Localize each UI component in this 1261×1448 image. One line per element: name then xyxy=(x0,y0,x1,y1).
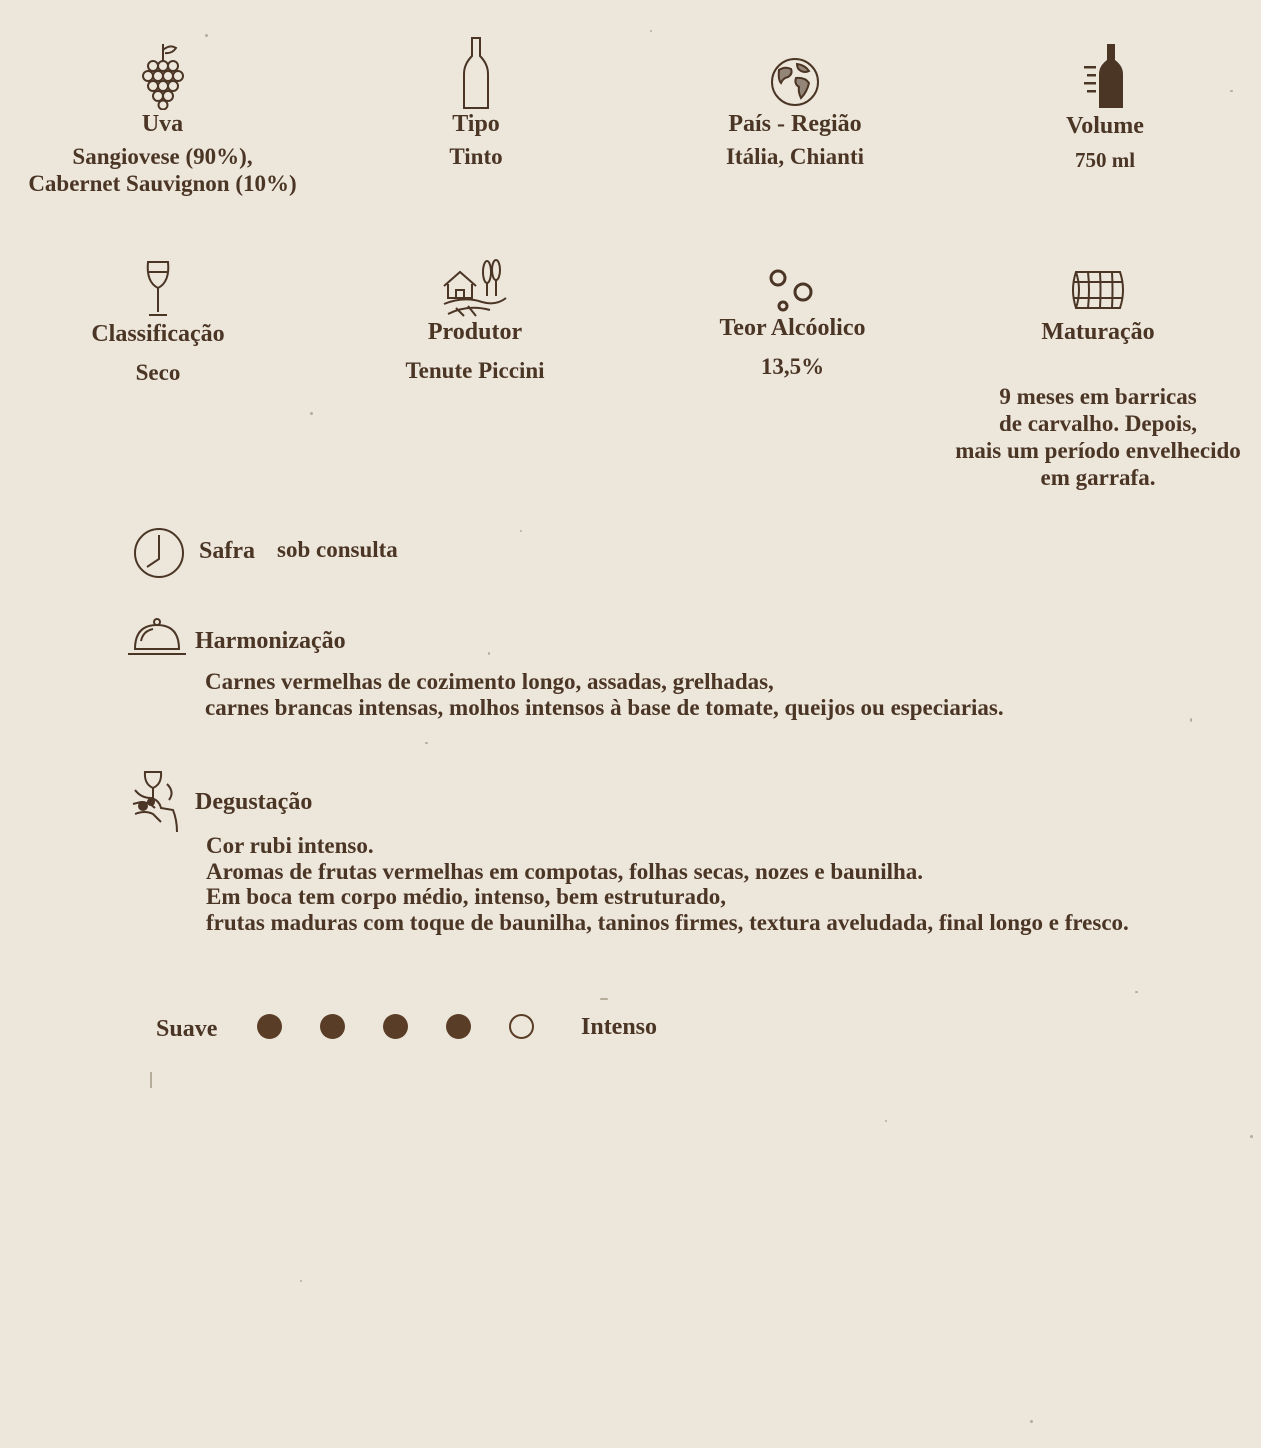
intensity-dot-empty xyxy=(509,1014,534,1039)
degustacao-line-4: frutas maduras com toque de baunilha, taninos firmes, textura aveludada, final longo e fresco. xyxy=(206,909,1129,935)
classificacao-value: Seco xyxy=(135,360,181,385)
degustacao-label: Degustação xyxy=(195,789,313,815)
intensity-min-label: Suave xyxy=(156,1016,218,1042)
spec-uva xyxy=(5,40,320,197)
bubbles-icon xyxy=(768,268,818,314)
spec-classificacao xyxy=(58,260,258,386)
classificacao-label: Classificação xyxy=(91,321,225,347)
degustacao-line-1: Cor rubi intenso. xyxy=(206,833,374,858)
produtor-label: Produtor xyxy=(427,319,523,345)
harmonizacao-label: Harmonização xyxy=(195,628,346,654)
tipo-label: Tipo xyxy=(452,111,500,137)
maturacao-line-1: 9 meses em barricas xyxy=(999,384,1197,409)
wine-glass-icon xyxy=(143,260,173,318)
maturacao-label: Maturação xyxy=(1041,319,1155,345)
intensity-dot-filled xyxy=(257,1014,282,1039)
tipo-value: Tinto xyxy=(449,144,503,169)
spec-tipo xyxy=(376,36,576,170)
bottle-icon xyxy=(461,36,491,110)
intensity-dot-filled xyxy=(383,1014,408,1039)
spec-pais xyxy=(680,56,910,170)
globe-icon xyxy=(769,56,821,108)
teor-label: Teor Alcóolico xyxy=(719,315,866,341)
degustacao-line-2: Aromas de frutas vermelhas em compotas, folhas secas, nozes e baunilha. xyxy=(206,858,924,884)
spec-volume xyxy=(1005,42,1205,174)
cloche-icon xyxy=(127,617,187,657)
safra-label: Safra xyxy=(199,538,255,564)
produtor-value: Tenute Piccini xyxy=(405,358,545,383)
teor-value: 13,5% xyxy=(760,354,825,379)
degustacao-line-3: Em boca tem corpo médio, intenso, bem estruturado, xyxy=(206,884,727,909)
volume-value: 750 ml xyxy=(1074,148,1136,172)
vineyard-icon xyxy=(442,258,508,318)
intensity-max-label: Intenso xyxy=(581,1014,658,1040)
grapes-icon xyxy=(138,40,188,110)
spec-maturacao xyxy=(935,268,1261,491)
uva-label: Uva xyxy=(141,111,184,137)
pais-label: País - Região xyxy=(728,111,862,137)
bottle-volume-icon xyxy=(1083,42,1127,110)
spec-teor xyxy=(680,268,905,380)
volume-label: Volume xyxy=(1066,113,1144,139)
intensity-dot-filled xyxy=(446,1014,471,1039)
pais-value: Itália, Chianti xyxy=(725,144,865,169)
tasting-hand-icon xyxy=(131,768,181,834)
maturacao-line-4: em garrafa. xyxy=(1040,465,1156,490)
safra-value: sob consulta xyxy=(277,537,398,562)
barrel-icon xyxy=(1068,268,1128,312)
harmonizacao-line-2: carnes brancas intensas, molhos intensos à base de tomate, queijos ou especiarias. xyxy=(205,694,1004,720)
maturacao-line-2: de carvalho. Depois, xyxy=(998,411,1198,436)
uva-value-line-1: Sangiovese (90%), xyxy=(72,144,253,169)
clock-icon xyxy=(133,527,185,579)
harmonizacao-line-1: Carnes vermelhas de cozimento longo, assadas, grelhadas, xyxy=(205,669,774,694)
uva-value-line-2: Cabernet Sauvignon (10%) xyxy=(28,171,297,196)
maturacao-line-3: mais um período envelhecido xyxy=(955,438,1241,463)
spec-produtor xyxy=(370,258,580,384)
intensity-dot-filled xyxy=(320,1014,345,1039)
